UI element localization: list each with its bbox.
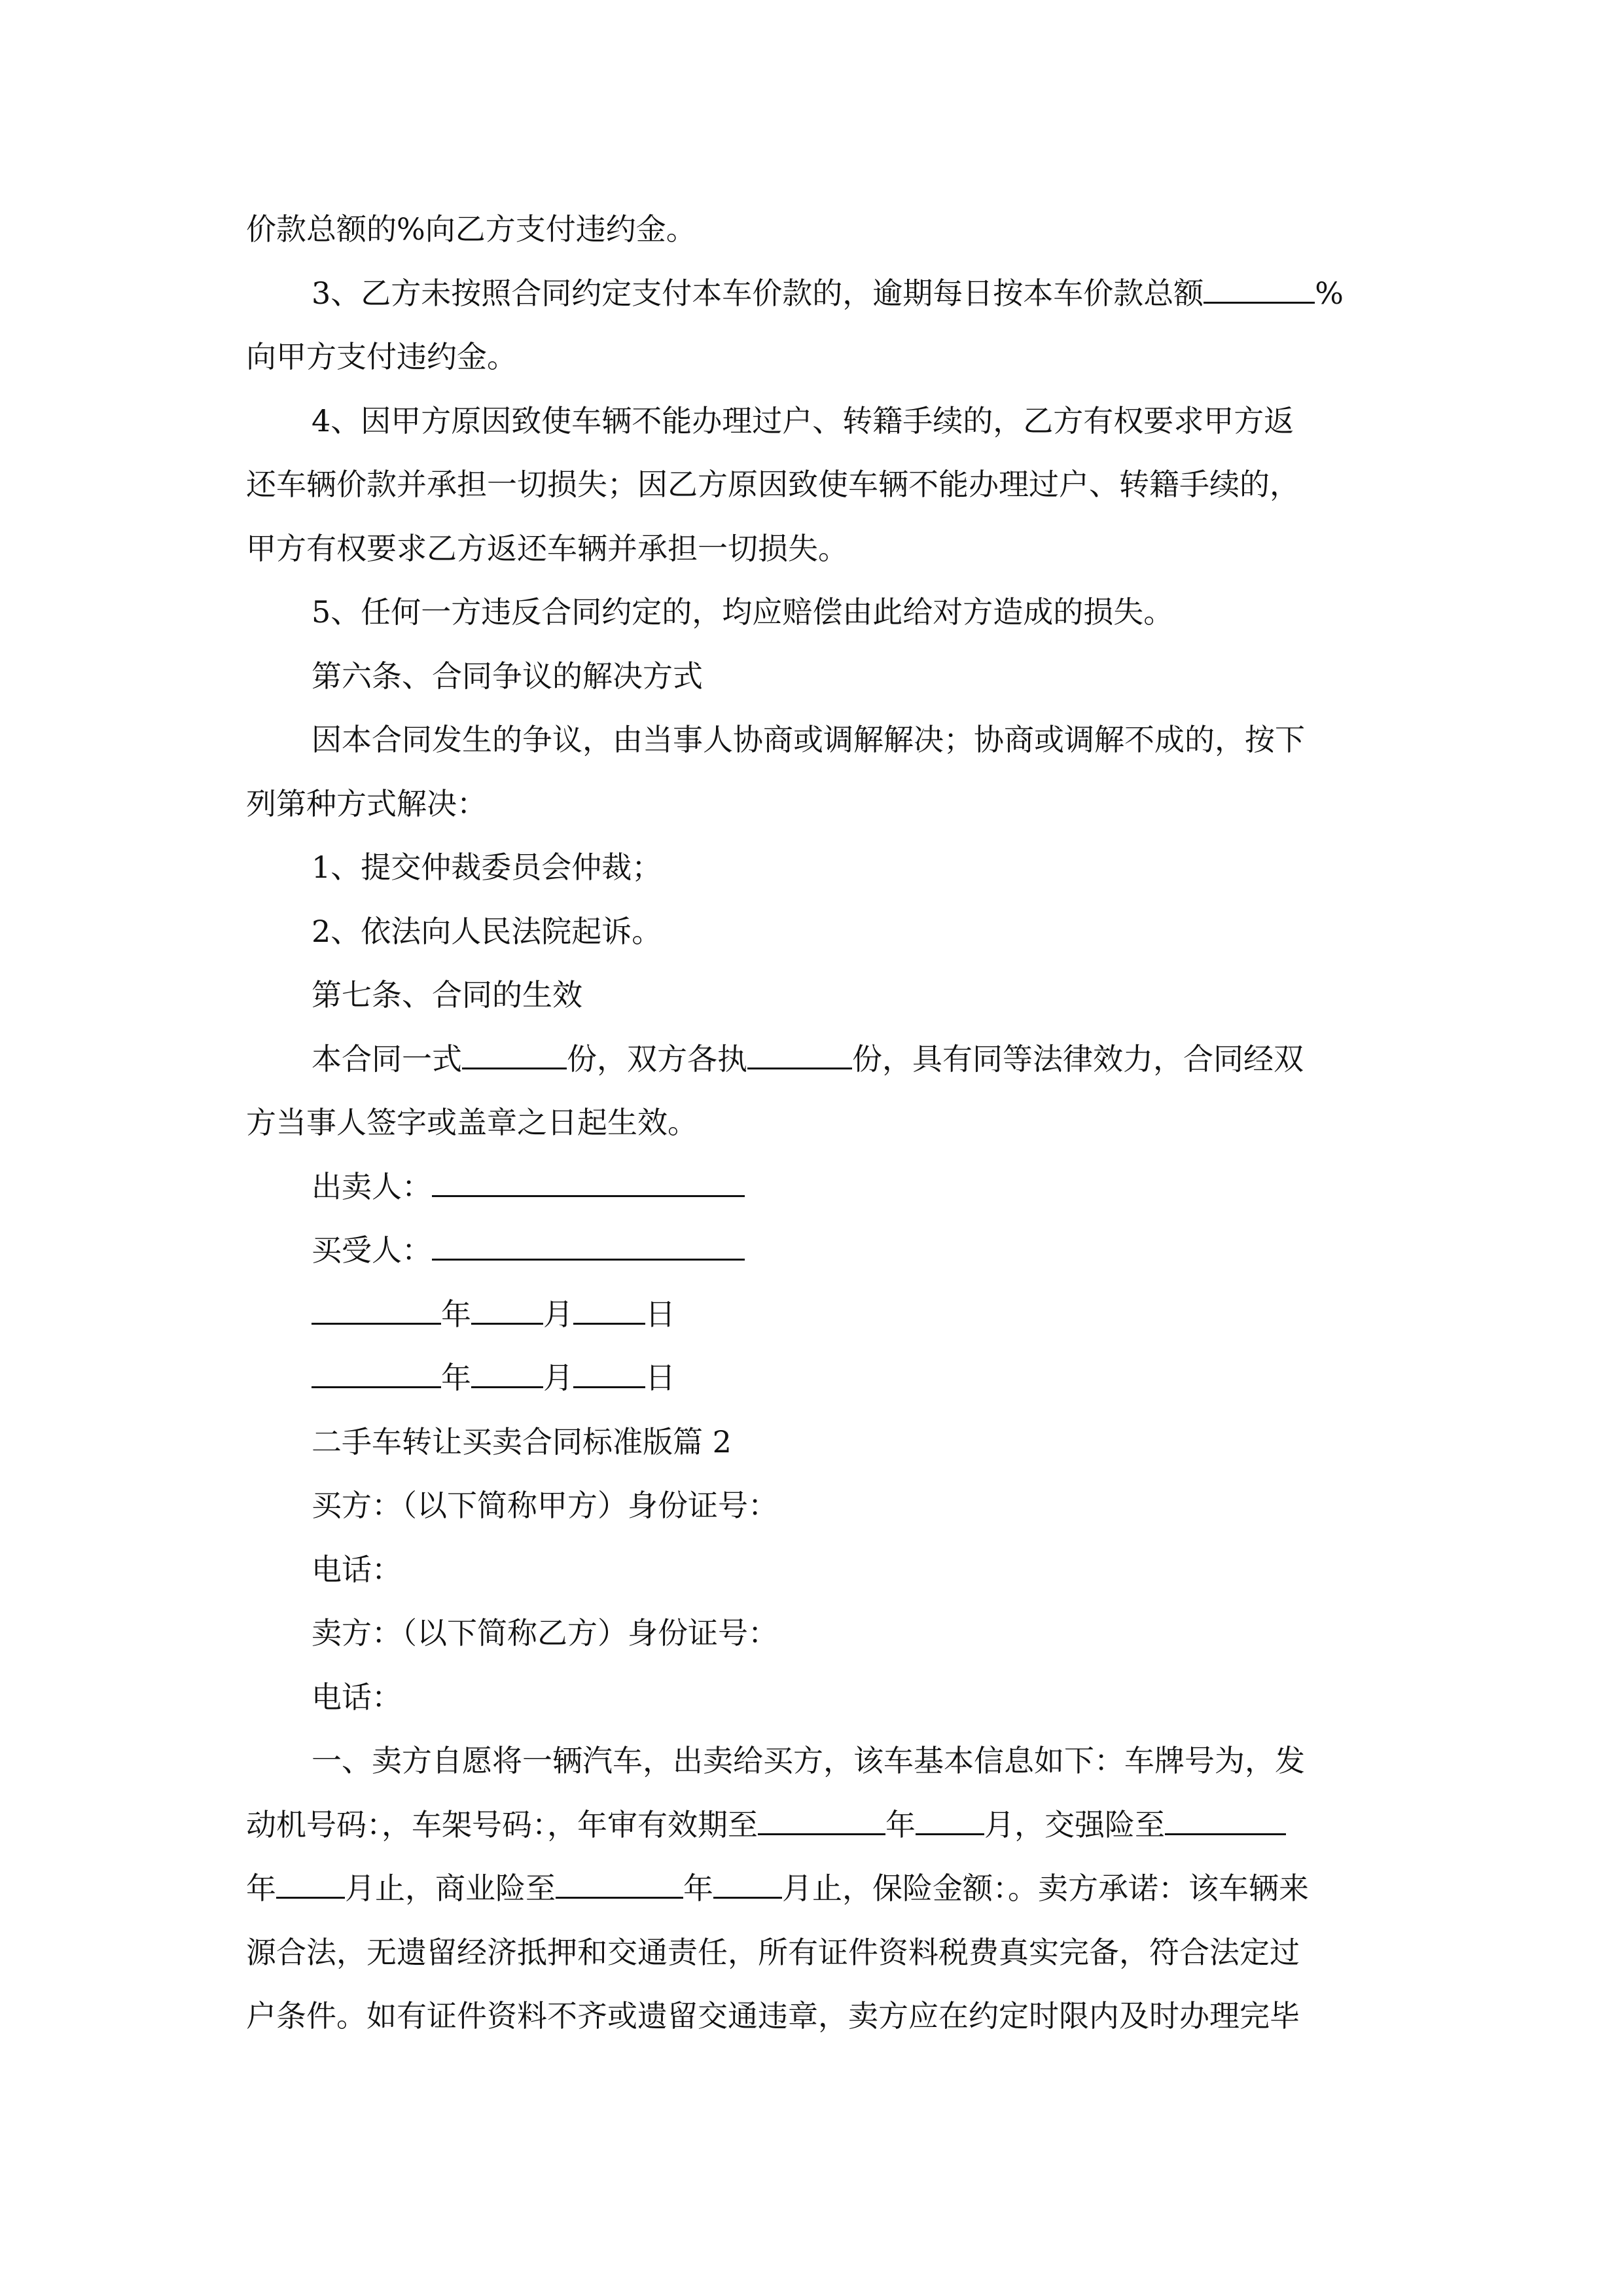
month-blank [471, 1360, 543, 1388]
month-label: 月 [543, 1360, 573, 1395]
insurance-text-d: 月止，保险金额：。卖方承诺：该车辆来 [782, 1871, 1309, 1906]
copies-text-c: 份，具有同等法律效力，合同经双 [852, 1041, 1304, 1077]
seller-label: 出卖人： [312, 1168, 432, 1204]
paragraph-line: 方当事人签字或盖章之日起生效。 [246, 1105, 698, 1140]
commercial-year-label: 年 [683, 1871, 713, 1906]
buyer-signature-blank [432, 1232, 745, 1261]
paragraph-line: 户条件。如有证件资料不齐或遗留交通违章，卖方应在约定时限内及时办理完毕 [246, 1998, 1300, 2034]
clause-5-line: 5、任何一方违反合同约定的，均应赔偿由此给对方造成的损失。 [312, 594, 1174, 630]
inspection-month-blank [916, 1807, 984, 1835]
copies-each-blank [747, 1041, 852, 1069]
day-label: 日 [645, 1360, 675, 1395]
inspection-year-blank [758, 1807, 885, 1835]
seller-signature-line [246, 1155, 1378, 1219]
buyer-label: 买受人： [312, 1232, 432, 1268]
seller-id-line: 卖方：（以下简称乙方）身份证号： [312, 1615, 778, 1651]
clause-3-text: 3、乙方未按照合同约定支付本车价款的，逾期每日按本车价款总额 [312, 275, 1204, 311]
buyer-id-line: 买方：（以下简称甲方）身份证号： [312, 1488, 778, 1523]
vehicle-clause-line: 一、卖方自愿将一辆汽车，出卖给买方，该车基本信息如下：车牌号为，发 [312, 1743, 1305, 1778]
insurance-year-label: 年 [246, 1871, 276, 1906]
seller-date-line [246, 1283, 1378, 1347]
buyer-signature-line [246, 1219, 1378, 1283]
inspection-text-c: 月，交强险至 [984, 1806, 1165, 1842]
paragraph-line: 价款总额的%向乙方支付违约金。 [246, 211, 696, 247]
year-label: 年 [441, 1360, 471, 1395]
buyer-date-line [246, 1346, 1378, 1410]
insurance-line [246, 1857, 1378, 1921]
day-blank [573, 1360, 645, 1388]
copies-line [246, 1028, 1378, 1092]
seller-phone-line: 电话： [312, 1679, 402, 1715]
commercial-insurance-year-blank [556, 1871, 683, 1899]
paragraph-line: 向甲方支付违约金。 [246, 339, 517, 374]
option-1-line: 1、提交仲裁委员会仲裁； [312, 850, 662, 885]
copies-text-b: 份，双方各执 [567, 1041, 747, 1077]
document-body [246, 198, 1378, 2049]
article-7-heading: 第七条、合同的生效 [312, 977, 582, 1013]
clause-3-line [246, 262, 1378, 326]
paragraph-line: 列第种方式解决： [246, 785, 487, 821]
section-2-title: 二手车转让买卖合同标准版篇 2 [312, 1424, 732, 1460]
insurance-text-b: 月止，商业险至 [345, 1871, 556, 1906]
compulsory-insurance-month-blank [276, 1871, 345, 1899]
day-blank [573, 1297, 645, 1325]
month-blank [471, 1297, 543, 1325]
year-blank [312, 1360, 441, 1388]
copies-total-blank [462, 1041, 567, 1069]
commercial-insurance-month-blank [713, 1871, 782, 1899]
clause-4-line: 4、因甲方原因致使车辆不能办理过户、转籍手续的，乙方有权要求甲方返 [312, 403, 1294, 439]
compulsory-insurance-year-blank [1165, 1807, 1286, 1835]
year-blank [312, 1297, 441, 1325]
month-label: 月 [543, 1296, 573, 1332]
copies-text-a: 本合同一式 [312, 1041, 462, 1077]
penalty-rate-blank [1204, 276, 1315, 304]
paragraph-line: 因本合同发生的争议，由当事人协商或调解解决；协商或调解不成的，按下 [312, 722, 1305, 757]
year-label: 年 [441, 1296, 471, 1332]
inspection-text-a: 动机号码：，车架号码：，年审有效期至 [246, 1806, 758, 1842]
paragraph-line: 甲方有权要求乙方返还车辆并承担一切损失。 [246, 530, 848, 566]
buyer-phone-line: 电话： [312, 1551, 402, 1587]
inspection-line [246, 1793, 1378, 1857]
article-6-heading: 第六条、合同争议的解决方式 [312, 658, 703, 694]
percent-sign: % [1315, 275, 1344, 311]
paragraph-line: 源合法，无遗留经济抵押和交通责任，所有证件资料税费真实完备，符合法定过 [246, 1934, 1300, 1970]
option-2-line: 2、依法向人民法院起诉。 [312, 913, 662, 949]
day-label: 日 [645, 1296, 675, 1332]
paragraph-line: 还车辆价款并承担一切损失；因乙方原因致使车辆不能办理过户、转籍手续的， [246, 467, 1300, 502]
seller-signature-blank [432, 1169, 745, 1197]
inspection-year-label: 年 [885, 1806, 916, 1842]
